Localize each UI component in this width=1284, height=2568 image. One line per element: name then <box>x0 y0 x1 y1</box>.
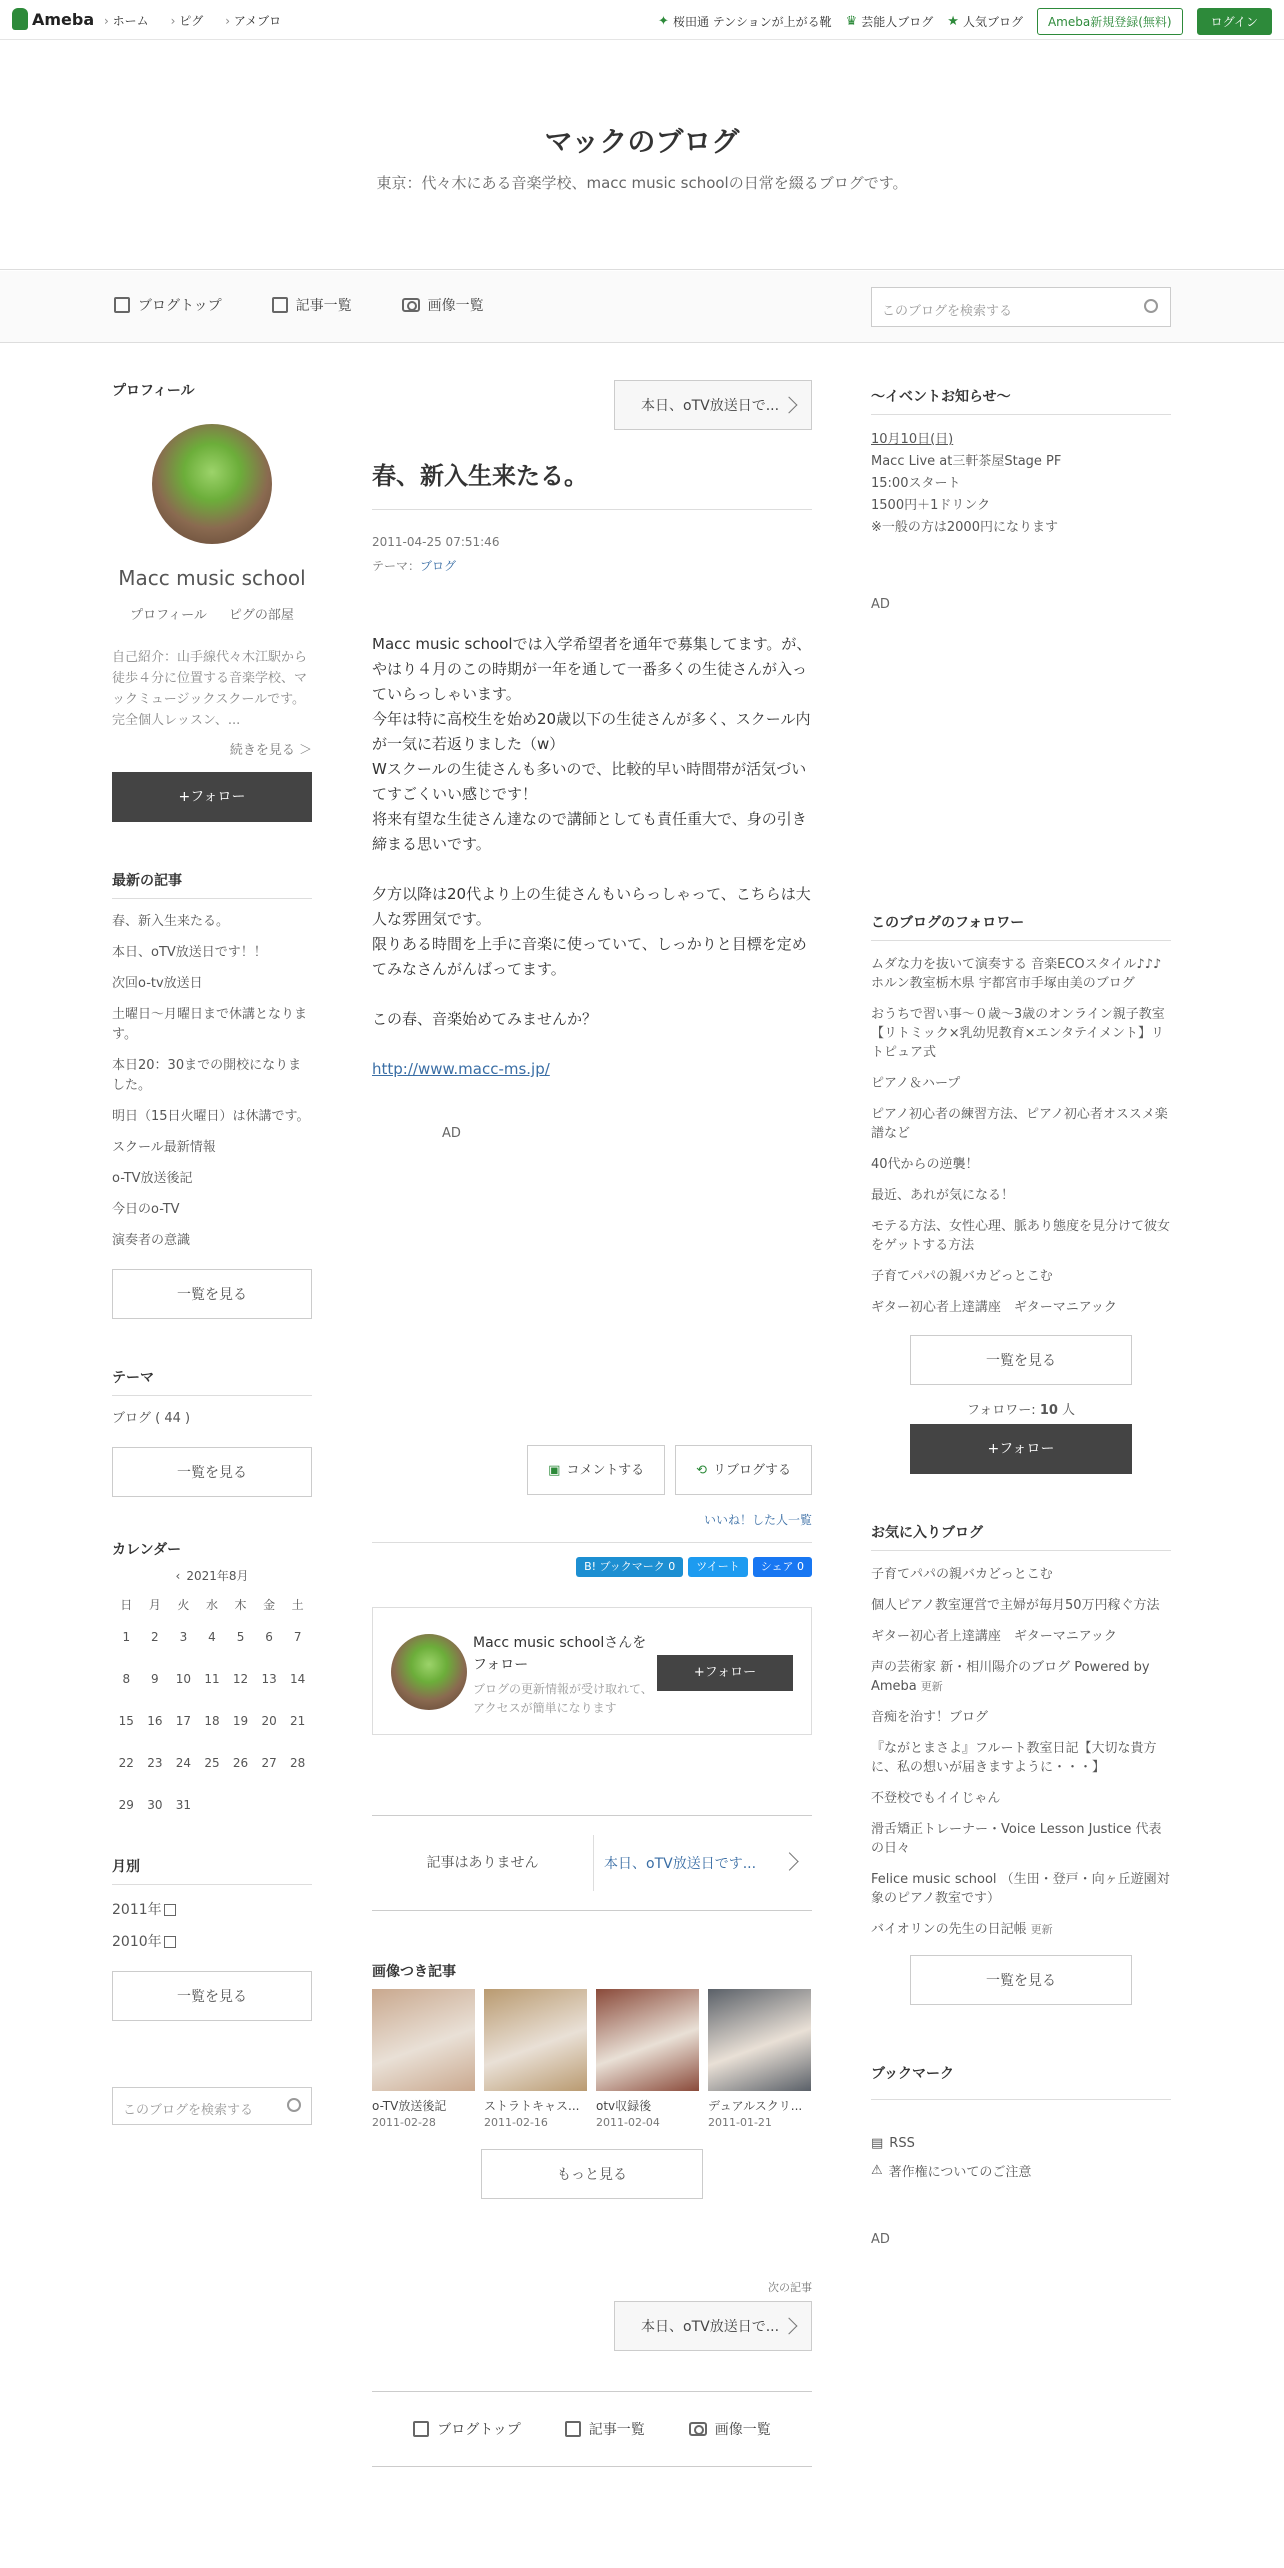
list-item[interactable]: 最近、あれが気になる！ <box>871 1188 1015 1203</box>
followers-list <box>871 949 1171 1323</box>
list-item[interactable]: 春、新入生来たる。 <box>112 914 230 929</box>
calendar-month <box>112 1567 312 1584</box>
nav-image-list-label: 画像一覧 <box>714 2422 771 2438</box>
list-item[interactable] <box>871 1733 1171 1783</box>
followers-more-button[interactable]: 一覧を見る <box>910 1335 1132 1385</box>
chevron-left-icon[interactable]: ‹ <box>175 1569 181 1583</box>
list-item[interactable]: 子育てパパの親バカどっとこむ <box>871 1269 1053 1284</box>
popular-blog-label: 人気ブログ <box>962 15 1023 29</box>
calendar-day <box>255 1784 284 1826</box>
list-item[interactable]: 本日、oTV放送日です！！ <box>112 945 267 960</box>
document-icon <box>413 2421 429 2437</box>
thumbnail-caption[interactable]: o-TV放送後記 <box>372 2099 447 2113</box>
list-item[interactable]: 今日のo-TV <box>112 1202 180 1217</box>
favorite-blog-title: ギター初心者上達講座 ギターマニアック <box>871 1629 1117 1644</box>
weekday: 金 <box>263 1597 276 1612</box>
archive-more-button[interactable]: 一覧を見る <box>112 1971 312 2021</box>
theme-link[interactable]: ブログ <box>420 559 457 573</box>
rss-icon: ▤ <box>871 2136 884 2151</box>
list-item[interactable]: モテる方法、女性心理、脈あり態度を見分けて彼女をゲットする方法 <box>871 1219 1171 1253</box>
favorite-blog-title: バイオリンの先生の日記帳 <box>871 1922 1027 1937</box>
entry-date: 2011-04-25 07:51:46 <box>372 535 500 549</box>
prev-entry-none: 記事はありません <box>372 1835 594 1891</box>
nav-entry-list-label: 記事一覧 <box>295 298 352 314</box>
calendar-day <box>283 1784 312 1826</box>
event-time: 15:00スタート <box>871 476 961 491</box>
celebrity-blog-link[interactable] <box>846 13 934 30</box>
ameba-frog-icon <box>12 8 28 30</box>
calendar-day: 18 <box>204 1714 220 1728</box>
document-icon <box>114 297 130 313</box>
calendar-day: 24 <box>175 1756 192 1770</box>
follow-box-button[interactable]: +フォロー <box>657 1655 793 1691</box>
global-header <box>0 0 1284 40</box>
list-item[interactable]: 明日（15日火曜日）は休講です。 <box>112 1109 310 1124</box>
blog-description: 東京：代々木にある音楽学校、macc music schoolの日常を綴るブログです。 <box>376 174 908 192</box>
copy-icon <box>272 297 288 313</box>
rss-link[interactable] <box>871 2136 1171 2151</box>
star-icon: ✦ <box>658 14 669 29</box>
entry-paragraph: 夕方以降は20代より上の生徒さんもいらっしゃって、こちらは大人な雰囲気です。 限りある時間を上手に音楽に使っていて、しっかりと目標を定めてみなさんがんばってます。 <box>372 885 811 978</box>
event-note: ※一般の方は2000円になります <box>871 520 1058 535</box>
thumbnail-date: 2011-02-04 <box>596 2116 660 2129</box>
ad-label: AD <box>871 2232 890 2247</box>
reblog-button[interactable] <box>675 1445 812 1495</box>
login-button[interactable]: ログイン <box>1197 8 1272 35</box>
favorite-blog-title: 声の芸術家 新・相川陽介のブログ Powered by Ameba <box>871 1660 1150 1694</box>
followers-heading: このブログのフォロワー <box>871 912 1171 941</box>
nav-home[interactable]: › ホーム <box>104 12 149 29</box>
recent-entries <box>112 907 312 1257</box>
camera-icon <box>689 2422 707 2436</box>
entry-body <box>372 632 812 1082</box>
plus-icon[interactable] <box>164 1936 176 1948</box>
list-item[interactable] <box>871 1864 1171 1914</box>
blog-search-input[interactable] <box>871 287 1171 327</box>
external-link[interactable]: http://www.macc-ms.jp/ <box>372 1060 550 1078</box>
bookmark-heading: ブックマーク <box>871 2063 1171 2100</box>
thumbnail-caption[interactable]: デュアルスクリ... <box>708 2099 803 2113</box>
ad-label: AD <box>442 1126 461 1141</box>
list-item[interactable]: 本日20：30までの開校になりました。 <box>112 1058 302 1093</box>
entry-thumbnail[interactable] <box>372 1989 475 2091</box>
list-item[interactable] <box>871 1702 1171 1733</box>
archive-2010-label: 2010年 <box>112 1934 162 1950</box>
calendar-day: 29 <box>118 1798 134 1812</box>
copyright-label: 著作権についてのご注意 <box>888 2165 1032 2180</box>
thumbnail-date: 2011-02-16 <box>484 2116 548 2129</box>
image-entry[interactable] <box>596 1989 699 2129</box>
blog-title[interactable]: マックのブログ <box>544 125 740 158</box>
list-item[interactable]: ピアノ＆ハープ <box>871 1076 961 1091</box>
entry-title[interactable]: 春、新入生来たる。 <box>372 456 812 510</box>
image-entries <box>372 1989 812 2129</box>
calendar-day: 16 <box>147 1714 163 1728</box>
list-item[interactable] <box>871 1652 1171 1702</box>
next-entry-label: 次の記事 <box>768 2281 812 2294</box>
event-info <box>871 429 1171 539</box>
promo-link-label: 桜田通 テンションが上がる靴 <box>672 15 832 29</box>
copy-icon <box>565 2421 581 2437</box>
list-item[interactable] <box>871 1783 1171 1814</box>
calendar-day: 17 <box>175 1714 192 1728</box>
calendar-day: 5 <box>236 1630 245 1644</box>
warning-icon: ⚠ <box>871 2163 883 2178</box>
theme-item[interactable]: ブログ ( 44 ) <box>112 1411 191 1426</box>
profile-name[interactable]: Macc music school <box>118 566 306 590</box>
camera-icon <box>402 298 420 312</box>
profile-link[interactable]: プロフィール <box>130 608 207 623</box>
calendar-day: 10 <box>175 1672 192 1686</box>
promo-link[interactable] <box>658 13 832 30</box>
archive-2010[interactable] <box>112 1925 312 1957</box>
images-more-button[interactable]: もっと見る <box>481 2149 703 2199</box>
copyright-link[interactable] <box>871 2161 1171 2180</box>
blog-nav <box>0 271 1284 343</box>
nav-pigg[interactable]: › ピグ <box>171 12 204 29</box>
calendar-day: 27 <box>261 1756 277 1770</box>
entry-paragraph: Macc music schoolでは入学希望者を通年で募集してます。が、やはり４月のこの時期が一年を通して一番多くの生徒さんが入っていらっしゃいます。 今年は特に高校生を始め20歳以下の生徒さんが多く、スクール内が一気に若返りました（w） Wスクールの生徒さんも多いので、比較的早い時間帯が活気づいてすごくいい感じです！ 将来有望な生徒さん達なので講師としても責任重大で、身の引き締まる思いです。 <box>372 635 812 853</box>
list-item[interactable] <box>871 1621 1171 1652</box>
image-entry[interactable] <box>372 1989 475 2129</box>
nav-blog-top[interactable] <box>413 2419 521 2439</box>
nav-entry-list[interactable] <box>565 2419 645 2439</box>
calendar-day: 21 <box>290 1714 306 1728</box>
follow-button[interactable]: +フォロー <box>112 772 312 822</box>
theme-more-button[interactable]: 一覧を見る <box>112 1447 312 1497</box>
pigg-room-link[interactable]: ピグの部屋 <box>228 608 294 623</box>
tweet-button[interactable]: ツイート <box>688 1557 747 1577</box>
favorite-blog-title: 子育てパパの親バカどっとこむ <box>871 1567 1053 1582</box>
follower-count <box>871 1399 1171 1418</box>
ad-label: AD <box>871 597 890 612</box>
calendar-day: 19 <box>232 1714 249 1728</box>
popular-blog-link[interactable] <box>947 13 1023 30</box>
follow-box-title: Macc music schoolさんをフォロー <box>473 1635 647 1673</box>
recent-more-button[interactable]: 一覧を見る <box>112 1269 312 1319</box>
next-entry-link[interactable]: 本日、oTV放送日です... <box>594 1853 812 1873</box>
list-item[interactable]: 次回o-tv放送日 <box>112 976 203 991</box>
plus-icon[interactable] <box>164 1904 176 1916</box>
list-item[interactable] <box>871 1590 1171 1621</box>
calendar-day: 15 <box>118 1714 134 1728</box>
list-item[interactable]: 土曜日～月曜日まで休講となります。 <box>112 1007 308 1042</box>
recent-heading: 最新の記事 <box>112 870 312 899</box>
list-item[interactable]: 40代からの逆襲！ <box>871 1157 979 1172</box>
calendar-month-label: 2021年8月 <box>186 1569 249 1583</box>
list-item[interactable]: 演奏者の意識 <box>112 1233 191 1248</box>
weekday: 水 <box>205 1597 218 1612</box>
calendar-day: 6 <box>265 1630 273 1644</box>
list-item[interactable] <box>871 1914 1171 1945</box>
left-search-placeholder: このブログを検索する <box>123 2103 254 2118</box>
list-item[interactable] <box>871 1559 1171 1590</box>
next-entry-button-top[interactable]: 本日、oTV放送日で... <box>614 380 812 430</box>
calendar-day: 4 <box>208 1630 216 1644</box>
list-item[interactable]: おうちで習い事～０歳～3歳のオンライン親子教室【リトミック×乳幼児教育×エンタテイメント】リトピュア式 <box>871 1007 1165 1060</box>
calendar-day <box>198 1784 227 1826</box>
calendar-day: 31 <box>175 1798 192 1812</box>
entry-thumbnail[interactable] <box>484 1989 587 2091</box>
calendar-day: 1 <box>122 1630 131 1644</box>
entry-thumbnail[interactable] <box>596 1989 699 2091</box>
entry-pager <box>372 1815 812 1911</box>
event-price: 1500円＋1ドリンク <box>871 498 991 513</box>
comment-button[interactable] <box>527 1445 665 1495</box>
calendar-day: 2 <box>151 1630 159 1644</box>
bottom-blog-nav <box>372 2391 812 2467</box>
favorite-blog-title: 音痴を治す！ブログ <box>871 1710 989 1725</box>
weekday: 月 <box>148 1597 161 1612</box>
updated-badge: 更新 <box>1030 1923 1053 1936</box>
list-item[interactable]: ギター初心者上達講座 ギターマニアック <box>871 1300 1117 1315</box>
follower-count-value: 10 <box>1039 1403 1058 1418</box>
nav-blog-top-label: ブログトップ <box>138 298 222 314</box>
read-more-link[interactable]: 続きを見る ＞ <box>229 743 312 758</box>
list-item[interactable]: スクール最新情報 <box>112 1140 216 1155</box>
favorites-more-button[interactable]: 一覧を見る <box>910 1955 1132 2005</box>
calendar-day: 13 <box>261 1672 277 1686</box>
avatar[interactable] <box>152 424 272 544</box>
nav-ameblo[interactable]: › アメブロ <box>225 12 281 29</box>
weekday: 日 <box>120 1597 133 1612</box>
theme-label: テーマ： <box>372 559 421 573</box>
favorite-blogs-heading: お気に入りブログ <box>871 1522 1171 1551</box>
image-entry[interactable] <box>484 1989 587 2129</box>
calendar-day: 9 <box>151 1672 159 1686</box>
follow-button[interactable]: +フォロー <box>910 1424 1132 1474</box>
follower-count-unit: 人 <box>1062 1403 1076 1418</box>
left-search-input[interactable] <box>112 2087 312 2125</box>
reblog-label: リブログする <box>712 1463 791 1478</box>
calendar <box>112 1567 312 1826</box>
favorite-blog-title: 『ながとまさよ』フルート教室日記【大切な貴方に、私の想いが届きますように・・・】 <box>871 1741 1157 1775</box>
list-item[interactable]: ピアノ初心者の練習方法、ピアノ初心者オススメ楽譜など <box>871 1107 1168 1141</box>
favorite-blogs-list <box>871 1559 1171 1945</box>
calendar-day: 11 <box>204 1672 220 1686</box>
profile-heading: プロフィール <box>112 383 195 399</box>
image-entry[interactable] <box>708 1989 811 2129</box>
updated-badge: 更新 <box>920 1680 943 1693</box>
hatena-bookmark-button[interactable]: B! ブックマーク 0 <box>576 1557 683 1577</box>
star-icon: ★ <box>947 14 959 29</box>
calendar-day: 8 <box>122 1672 131 1686</box>
comment-label: コメントする <box>566 1463 645 1478</box>
thumbnail-date: 2011-02-28 <box>372 2116 436 2129</box>
header-links <box>658 8 1272 35</box>
thumbnail-caption[interactable]: otv収録後 <box>596 2099 652 2113</box>
right-sidebar <box>871 380 1171 2247</box>
celebrity-blog-label: 芸能人ブログ <box>861 15 934 29</box>
register-button[interactable]: Ameba新規登録(無料) <box>1037 8 1183 35</box>
main-content <box>372 380 812 2467</box>
calendar-day: 23 <box>147 1756 163 1770</box>
archive-heading: 月別 <box>112 1856 312 1885</box>
calendar-day: 25 <box>204 1756 220 1770</box>
calendar-day <box>226 1784 255 1826</box>
archive-2011[interactable] <box>112 1893 312 1925</box>
weekday: 火 <box>177 1597 190 1612</box>
left-sidebar <box>112 380 312 2125</box>
nav-image-list-label: 画像一覧 <box>427 298 484 314</box>
logo-text: Ameba <box>32 9 95 29</box>
thumbnail-date: 2011-01-21 <box>708 2116 772 2129</box>
search-icon[interactable] <box>1144 299 1158 313</box>
avatar[interactable] <box>391 1634 467 1710</box>
list-item[interactable]: o-TV放送後記 <box>112 1171 193 1186</box>
follow-box <box>372 1607 812 1735</box>
favorite-blog-title: 滑舌矯正トレーナー・Voice Lesson Justice 代表の日々 <box>871 1822 1162 1856</box>
calendar-day: 12 <box>232 1672 249 1686</box>
facebook-share-button[interactable]: シェア 0 <box>753 1557 812 1577</box>
list-item[interactable]: ムダな力を抜いて演奏する 音楽ECOスタイル♪♪♪ホルン教室栃木県 宇都宮市手塚由美のブログ <box>871 957 1162 991</box>
search-placeholder: このブログを検索する <box>882 304 1013 319</box>
nav-entry-list[interactable] <box>272 295 352 315</box>
calendar-day: 30 <box>147 1798 163 1812</box>
search-icon[interactable] <box>287 2098 301 2112</box>
calendar-day: 26 <box>232 1756 249 1770</box>
calendar-day: 7 <box>293 1630 302 1644</box>
calendar-day: 20 <box>261 1714 277 1728</box>
event-heading: ～イベントお知らせ～ <box>871 386 1171 415</box>
favorite-blog-title: 個人ピアノ教室運営で主婦が毎月50万円稼ぐ方法 <box>871 1598 1160 1613</box>
nav-image-list[interactable] <box>689 2419 771 2439</box>
weekday: 木 <box>234 1597 247 1612</box>
image-entries-heading: 画像つき記事 <box>372 1964 456 1980</box>
nav-blog-top-label: ブログトップ <box>437 2422 521 2438</box>
next-entry-button-bottom[interactable]: 本日、oTV放送日で... <box>614 2301 812 2351</box>
calendar-heading: カレンダー <box>112 1542 182 1558</box>
entry-thumbnail[interactable] <box>708 1989 811 2091</box>
weekday: 土 <box>291 1597 304 1612</box>
favorite-blog-title: 不登校でもイイじゃん <box>871 1791 1001 1806</box>
nav-blog-top[interactable] <box>114 295 222 315</box>
crown-icon: ♛ <box>845 14 858 29</box>
blog-header <box>0 40 1284 270</box>
event-date: 10月10日(日) <box>871 432 954 447</box>
follow-box-desc: ブログの更新情報が受け取れて、アクセスが簡単になります <box>473 1682 653 1715</box>
nav-entry-list-label: 記事一覧 <box>588 2422 645 2438</box>
entry-paragraph: この春、音楽始めてみませんか？ <box>372 1010 598 1028</box>
profile-description: 自己紹介：山手線代々木江駅から徒歩４分に位置する音楽学校、マックミュージックスクールです。 完全個人レッスン、... <box>112 650 308 728</box>
calendar-day: 14 <box>290 1672 306 1686</box>
likes-list-link[interactable]: いいね！した人一覧 <box>703 1513 812 1527</box>
global-nav <box>104 12 281 29</box>
event-venue: Macc Live at三軒茶屋Stage PF <box>871 454 1062 469</box>
thumbnail-caption[interactable]: ストラトキャス... <box>484 2099 580 2113</box>
archive-2011-label: 2011年 <box>112 1902 162 1918</box>
calendar-day: 22 <box>118 1756 134 1770</box>
favorite-blog-title: Felice music school （生田・登戸・向ヶ丘遊園対象のピアノ教室です） <box>871 1872 1170 1906</box>
calendar-day: 3 <box>179 1630 188 1644</box>
ameba-logo[interactable] <box>12 8 94 30</box>
reblog-icon: ⟲ <box>696 1463 707 1478</box>
comment-icon: ▣ <box>548 1463 561 1478</box>
rss-label: RSS <box>889 2136 915 2151</box>
theme-heading: テーマ <box>112 1367 312 1396</box>
calendar-day: 28 <box>290 1756 306 1770</box>
nav-image-list[interactable] <box>402 295 484 315</box>
follower-count-label: フォロワー: <box>966 1403 1036 1418</box>
list-item[interactable] <box>871 1814 1171 1864</box>
